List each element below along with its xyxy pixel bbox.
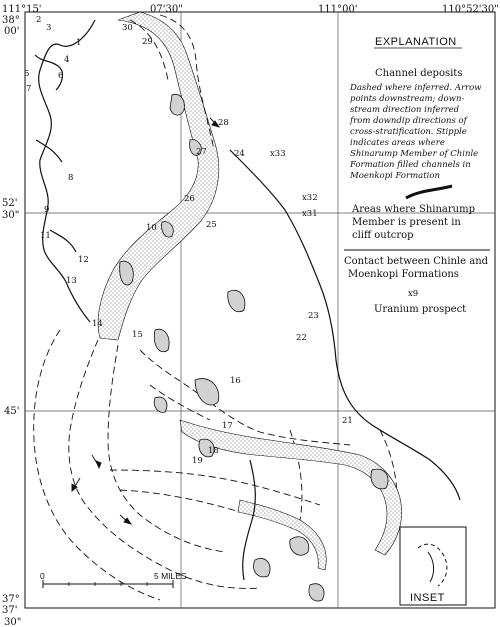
scale-bar [40, 571, 187, 588]
prospect-31: x31 [302, 209, 318, 219]
coord-top-right: 110°52'30" [442, 4, 499, 15]
legend-channel-desc-4: from downdip directions of [350, 116, 467, 126]
legend-heading: EXPLANATION [375, 36, 457, 48]
locality-25: 25 [206, 220, 217, 230]
scale-end: 5 MILES [154, 571, 187, 581]
legend-prospect-label: Uranium prospect [374, 304, 467, 315]
locality-16: 16 [230, 376, 241, 386]
legend-cliff-symbol [406, 186, 452, 198]
uranium-prospect-labels [270, 149, 318, 219]
locality-28: 28 [218, 118, 229, 128]
coord-lat-37: 37° [2, 594, 20, 605]
legend-channel-desc-5: cross-stratification. Stipple [350, 127, 467, 137]
prospect-33: x33 [270, 149, 286, 159]
coord-lat-52: 52' [2, 198, 18, 209]
lower-channel-branch [238, 500, 326, 570]
locality-1: 1 [76, 38, 82, 48]
locality-14: 14 [92, 319, 103, 329]
locality-10: 10 [146, 223, 157, 233]
locality-8: 8 [68, 173, 74, 183]
locality-24: 24 [234, 149, 245, 159]
locality-12: 12 [78, 255, 89, 265]
inset-box [400, 527, 466, 605]
locality-13: 13 [66, 276, 77, 286]
locality-22: 22 [296, 333, 307, 343]
inferred-channel-margins [34, 15, 397, 600]
locality-9: 9 [44, 205, 50, 215]
coord-lat-38: 38° [2, 15, 20, 26]
locality-2: 2 [36, 15, 42, 25]
locality-19: 19 [192, 456, 203, 466]
legend-cliff-desc-3: cliff outcrop [352, 230, 414, 241]
locality-27: 27 [196, 147, 207, 157]
locality-5: 5 [24, 69, 30, 79]
legend-cliff-desc-1: Areas where Shinarump [352, 204, 475, 215]
coord-top-2: 07'30" [150, 4, 183, 15]
locality-30: 30 [122, 23, 133, 33]
locality-11: 11 [40, 231, 51, 241]
locality-3: 3 [46, 23, 52, 33]
legend-contact-desc-1: Contact between Chinle and [344, 256, 489, 267]
main-channel-deposit [98, 12, 219, 340]
locality-26: 26 [184, 194, 195, 204]
coord-lat-45: 45' [4, 406, 20, 417]
locality-15: 15 [132, 330, 143, 340]
locality-7: 7 [26, 84, 32, 94]
legend-channel-desc-2: points downstream; down- [350, 94, 465, 104]
legend-channel-desc-6: indicates areas where [350, 138, 445, 148]
legend-channel-desc-8: Formation filled channels in [350, 160, 471, 170]
scale-start: 0 [40, 571, 45, 581]
coord-lat-30: 30" [2, 210, 20, 221]
lower-channel-deposit [180, 420, 402, 555]
locality-6: 6 [58, 71, 64, 81]
coord-top-3: 111°00' [318, 4, 358, 15]
coord-lat-37b: 37' [2, 605, 18, 616]
locality-18: 18 [208, 446, 219, 456]
legend-prospect-symbol: x9 [408, 289, 419, 299]
locality-29: 29 [142, 37, 153, 47]
prospect-32: x32 [302, 193, 318, 203]
coord-top-left: 111°15' [2, 4, 42, 15]
legend-contact-desc-2: Moenkopi Formations [348, 269, 459, 280]
explanation-legend [344, 36, 490, 315]
locality-23: 23 [308, 311, 319, 321]
coord-lat-30b: 30" [4, 617, 22, 627]
coord-lat-00: 00' [4, 26, 20, 37]
legend-channel-title: Channel deposits [375, 68, 463, 79]
locality-21: 21 [342, 416, 353, 426]
legend-channel-desc-1: Dashed where inferred. Arrow [350, 83, 482, 93]
legend-cliff-desc-2: Member is present in [352, 217, 461, 228]
legend-channel-desc-7: Shinarump Member of Chinle [350, 149, 479, 159]
cliff-outcrop-areas [120, 94, 388, 601]
locality-4: 4 [64, 55, 70, 65]
inset-label: INSET [410, 592, 445, 604]
locality-17: 17 [222, 421, 233, 431]
legend-channel-desc-3: stream direction inferred [350, 105, 460, 115]
legend-channel-desc-9: Moenkopi Formation [350, 171, 440, 181]
